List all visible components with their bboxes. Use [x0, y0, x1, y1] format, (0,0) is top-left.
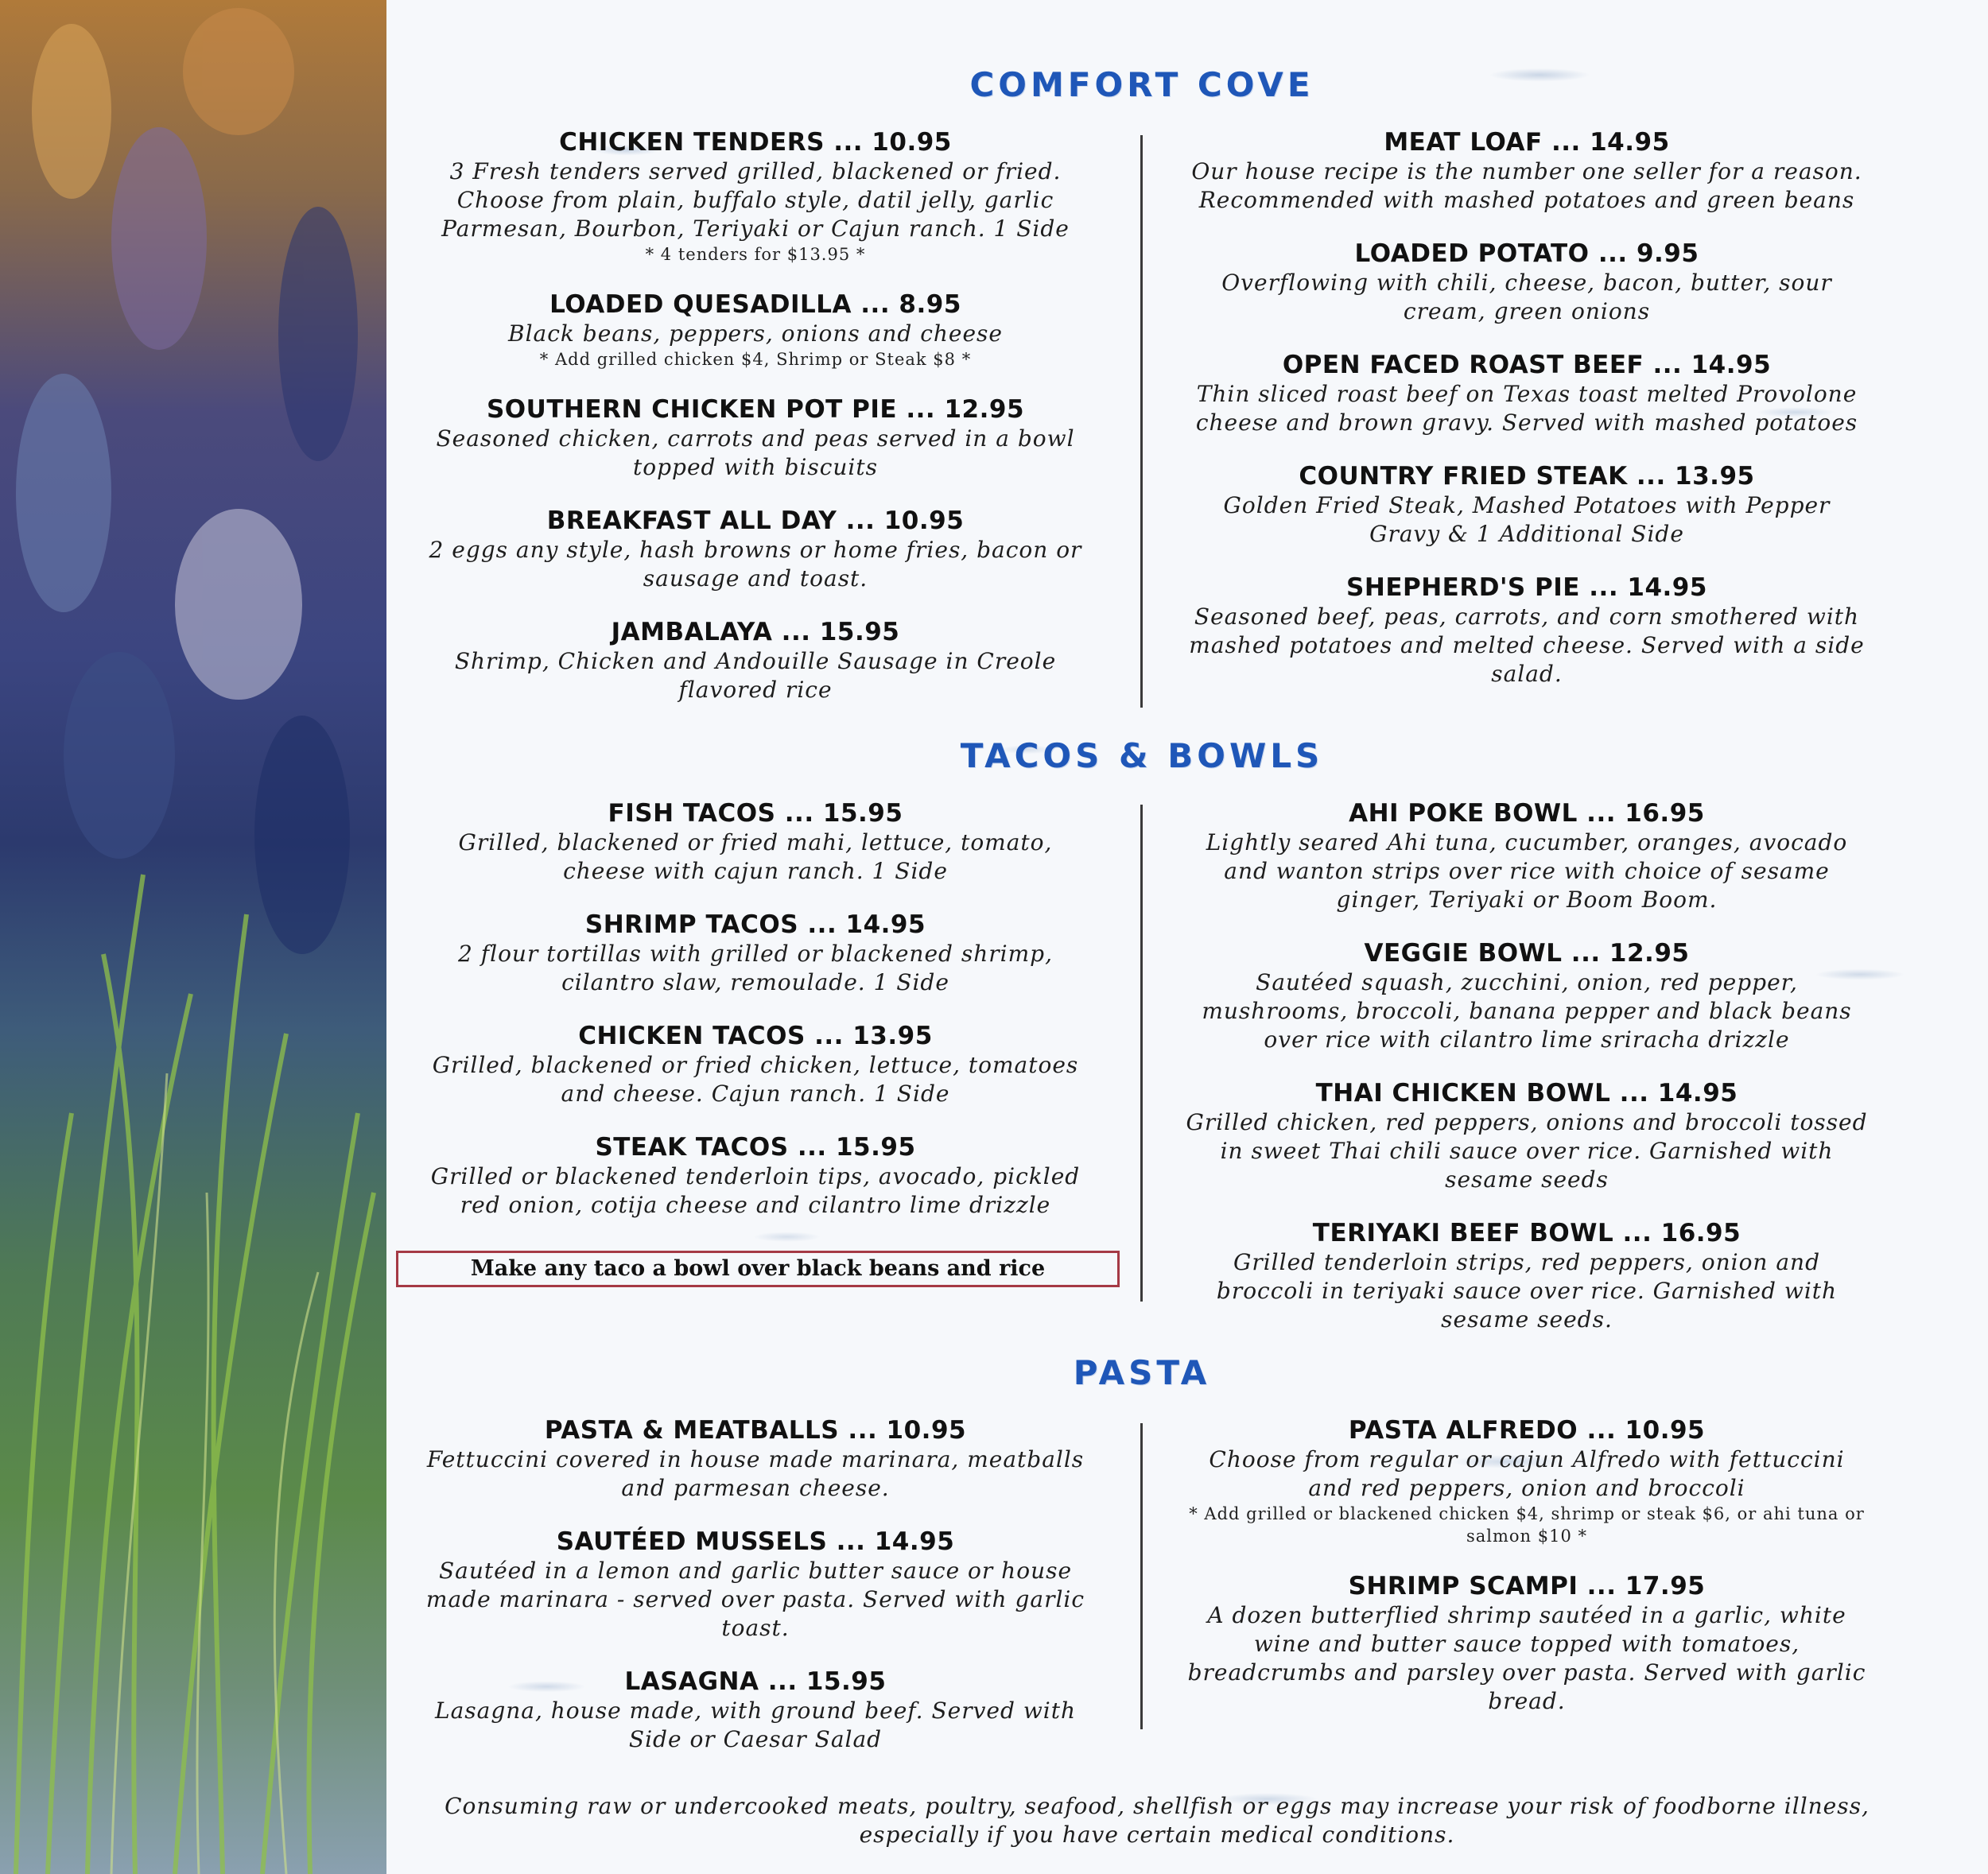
- menu-item-title: PASTA ALFREDO ... 10.95: [1348, 1416, 1706, 1445]
- comfort-right-column: [1185, 127, 1869, 712]
- menu-item-description: Lasagna, house made, with ground beef. Served with Side or Caesar Salad: [434, 1697, 1077, 1752]
- menu-item-title: AHI POKE BOWL ... 16.95: [1349, 799, 1705, 828]
- menu-item-description: 3 Fresh tenders served grilled, blackened or fried. Choose from plain, buffalo style, datil jelly, garlic Parmesan, Bourbon, Teriyaki or Cajun ranch. 1 Side: [441, 158, 1070, 242]
- menu-item-description: Grilled tenderloin strips, red peppers, onion and broccoli in teriyaki sauce over rice. Garnished with sesame seeds.: [1216, 1249, 1838, 1333]
- menu-item-description: A dozen butterflied shrimp sautéed in a garlic, white wine and butter sauce topped with tomatoes, breadcrumbs and parsley over pasta. Served with garlic bread.: [1187, 1602, 1866, 1714]
- tacos-left-column: [414, 798, 1097, 1244]
- menu-item: [414, 1021, 1097, 1108]
- menu-item-description: Fettuccini covered in house made marinara, meatballs and parmesan cheese.: [426, 1446, 1085, 1501]
- menu-item-description: Our house recipe is the number one seller for a reason. Recommended with mashed potatoes and green beans: [1191, 158, 1862, 213]
- menu-item: [1185, 350, 1869, 437]
- column-divider: [1140, 1423, 1143, 1729]
- menu-item-description: Thin sliced roast beef on Texas toast melted Provolone cheese and brown gravy. Served with mashed potatoes: [1195, 381, 1858, 436]
- menu-item: [1185, 1415, 1869, 1547]
- menu-item: [414, 1666, 1097, 1754]
- menu-item-title: COUNTRY FRIED STEAK ... 13.95: [1299, 462, 1755, 491]
- menu-item-title: VEGGIE BOWL ... 12.95: [1364, 939, 1690, 968]
- menu-item: [414, 1132, 1097, 1220]
- menu-item: [414, 798, 1097, 886]
- menu-item-description: Golden Fried Steak, Mashed Potatoes with Pepper Gravy & 1 Additional Side: [1223, 492, 1831, 547]
- menu-item-description: Black beans, peppers, onions and cheese: [508, 320, 1003, 347]
- taco-bowl-callout: Make any taco a bowl over black beans and rice: [396, 1251, 1120, 1287]
- menu-item-title: STEAK TACOS ... 15.95: [595, 1133, 916, 1162]
- menu-item: [414, 394, 1097, 482]
- menu-item-description: 2 eggs any style, hash browns or home fries, bacon or sausage and toast.: [429, 537, 1082, 592]
- comfort-left-column: [414, 127, 1097, 728]
- menu-item-title: BREAKFAST ALL DAY ... 10.95: [546, 506, 965, 535]
- menu-item-title: SHRIMP SCAMPI ... 17.95: [1348, 1572, 1706, 1600]
- menu-item: [1185, 127, 1869, 215]
- section-title-tacos-bowls: TACOS & BOWLS: [960, 736, 1324, 775]
- menu-item-description: Overflowing with chili, cheese, bacon, butter, sour cream, green onions: [1221, 270, 1832, 324]
- menu-item: [1185, 1078, 1869, 1194]
- menu-item-description: Seasoned chicken, carrots and peas served in a bowl topped with biscuits: [436, 425, 1075, 480]
- menu-item-title: LOADED QUESADILLA ... 8.95: [549, 290, 961, 319]
- menu-item-description: Seasoned beef, peas, carrots, and corn smothered with mashed potatoes and melted cheese. Served with a side salad.: [1189, 603, 1865, 687]
- menu-item: [1185, 1571, 1869, 1716]
- menu-item-title: FISH TACOS ... 15.95: [608, 799, 903, 828]
- food-safety-disclaimer: Consuming raw or undercooked meats, poultry, seafood, shellfish or eggs may increase your risk of foodborne illness, especially if you have certain medical conditions.: [445, 1793, 1870, 1848]
- menu-item: [414, 617, 1097, 704]
- menu-item-description: Choose from regular or cajun Alfredo with fettuccini and red peppers, onion and broccoli: [1209, 1446, 1845, 1501]
- menu-item: [414, 289, 1097, 371]
- menu-item-description: Shrimp, Chicken and Andouille Sausage in Creole flavored rice: [454, 648, 1057, 703]
- menu-item: [414, 910, 1097, 997]
- menu-item-title: CHICKEN TENDERS ... 10.95: [559, 128, 952, 157]
- menu-item-title: THAI CHICKEN BOWL ... 14.95: [1315, 1079, 1738, 1108]
- menu-item-title: OPEN FACED ROAST BEEF ... 14.95: [1282, 351, 1772, 379]
- menu-item-description: Grilled, blackened or fried chicken, lettuce, tomatoes and cheese. Cajun ranch. 1 Side: [432, 1052, 1079, 1107]
- menu-item: [1185, 1218, 1869, 1334]
- column-divider: [1140, 805, 1143, 1302]
- tacos-right-column: [1185, 798, 1869, 1358]
- menu-item-note: * Add grilled or blackened chicken $4, shrimp or steak $6, or ahi tuna or salmon $10 *: [1189, 1504, 1865, 1546]
- menu-item: [1185, 572, 1869, 689]
- decorative-painting: [0, 0, 386, 1874]
- menu-item: [1185, 798, 1869, 914]
- menu-item: [1185, 461, 1869, 549]
- menu-item-title: SHRIMP TACOS ... 14.95: [584, 910, 926, 939]
- menu-item-description: 2 flour tortillas with grilled or blackened shrimp, cilantro slaw, remoulade. 1 Side: [458, 941, 1053, 995]
- menu-item: [414, 127, 1097, 266]
- section-title-pasta: PASTA: [1073, 1353, 1211, 1392]
- menu-item-title: TERIYAKI BEEF BOWL ... 16.95: [1312, 1219, 1741, 1247]
- menu-item: [1185, 239, 1869, 326]
- menu-item-note: * Add grilled chicken $4, Shrimp or Steak $8 *: [539, 350, 972, 369]
- menu-item-title: LASAGNA ... 15.95: [624, 1667, 887, 1696]
- menu-item-title: PASTA & MEATBALLS ... 10.95: [544, 1416, 967, 1445]
- menu-item-title: CHICKEN TACOS ... 13.95: [578, 1022, 933, 1050]
- pasta-right-column: [1185, 1415, 1869, 1740]
- menu-item-description: Sautéed squash, zucchini, onion, red pepper, mushrooms, broccoli, banana pepper and black beans over rice with cilantro lime sriracha drizzle: [1202, 969, 1852, 1053]
- menu-item: [414, 506, 1097, 593]
- menu-item: [414, 1527, 1097, 1643]
- column-divider: [1140, 135, 1143, 708]
- menu-item-title: JAMBALAYA ... 15.95: [611, 618, 900, 646]
- menu-item-title: LOADED POTATO ... 9.95: [1354, 239, 1699, 268]
- menu-item-description: Grilled chicken, red peppers, onions and broccoli tossed in sweet Thai chili sauce over rice. Garnished with sesame seeds: [1186, 1109, 1868, 1193]
- menu-item-description: Grilled, blackened or fried mahi, lettuce, tomato, cheese with cajun ranch. 1 Side: [458, 829, 1053, 884]
- section-title-comfort-cove: COMFORT COVE: [969, 65, 1314, 104]
- menu-item: [414, 1415, 1097, 1503]
- menu-item-title: SHEPHERD'S PIE ... 14.95: [1346, 573, 1707, 602]
- menu-item-title: MEAT LOAF ... 14.95: [1384, 128, 1670, 157]
- menu-item-description: Grilled or blackened tenderloin tips, avocado, pickled red onion, cotija cheese and cilantro lime drizzle: [430, 1163, 1081, 1218]
- menu-item-title: SAUTÉED MUSSELS ... 14.95: [556, 1527, 955, 1556]
- menu-item-description: Lightly seared Ahi tuna, cucumber, oranges, avocado and wanton strips over rice with choice of sesame ginger, Teriyaki or Boom Boom.: [1206, 829, 1848, 913]
- menu-item: [1185, 938, 1869, 1054]
- pasta-left-column: [414, 1415, 1097, 1778]
- menu-item-note: * 4 tenders for $13.95 *: [645, 245, 866, 264]
- menu-item-title: SOUTHERN CHICKEN POT PIE ... 12.95: [486, 395, 1025, 424]
- menu-item-description: Sautéed in a lemon and garlic butter sauce or house made marinara - served over pasta. Served with garlic toast.: [425, 1558, 1085, 1641]
